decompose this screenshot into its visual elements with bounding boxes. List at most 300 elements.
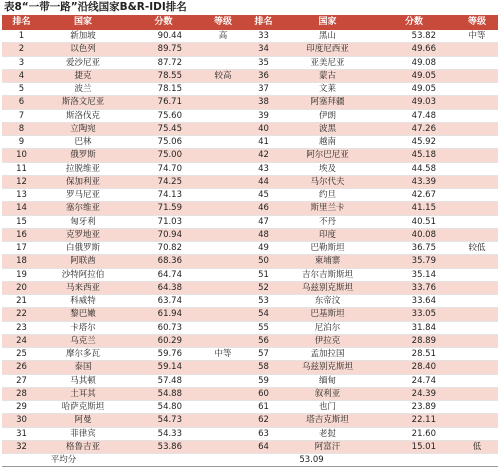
left-score-cell: 70.82 <box>125 242 202 255</box>
left-level-cell <box>202 321 244 334</box>
right-score-cell: 33.64 <box>372 295 456 308</box>
left-score-cell: 64.38 <box>125 281 202 294</box>
left-level-cell <box>202 268 244 281</box>
right-level-cell <box>456 149 498 162</box>
left-score-cell: 59.76 <box>125 348 202 361</box>
left-score-cell: 59.14 <box>125 361 202 374</box>
right-country-cell: 塔吉克斯坦 <box>283 414 372 427</box>
right-rank-cell: 58 <box>244 361 283 374</box>
table-row <box>2 295 498 308</box>
right-score-cell: 24.39 <box>372 387 456 400</box>
right-score-cell: 33.76 <box>372 281 456 294</box>
right-country-cell: 吉尔吉斯斯坦 <box>283 268 372 281</box>
right-country-cell: 阿富汗 <box>283 440 372 453</box>
table-row <box>2 427 498 440</box>
left-rank-cell: 24 <box>2 334 41 347</box>
left-level-cell <box>202 414 244 427</box>
right-country-cell: 老挝 <box>283 427 372 440</box>
left-score-cell: 75.45 <box>125 122 202 135</box>
right-score-cell: 21.60 <box>372 427 456 440</box>
left-level-cell <box>202 56 244 69</box>
right-country-cell: 阿尔巴尼亚 <box>283 149 372 162</box>
left-country-cell: 泰国 <box>41 361 125 374</box>
left-rank-cell: 18 <box>2 255 41 268</box>
right-level-cell <box>456 56 498 69</box>
right-level-cell <box>456 348 498 361</box>
average-row <box>2 454 498 467</box>
left-country-cell: 马来西亚 <box>41 281 125 294</box>
left-level-cell: 高 <box>202 30 244 43</box>
right-score-cell: 36.75 <box>372 242 456 255</box>
right-country-cell: 越南 <box>283 136 372 149</box>
header-row <box>2 15 498 30</box>
left-rank-cell: 6 <box>2 96 41 109</box>
left-rank-cell: 21 <box>2 295 41 308</box>
table-row <box>2 321 498 334</box>
right-level-cell: 较低 <box>456 242 498 255</box>
right-country-cell: 孟加拉国 <box>283 348 372 361</box>
left-rank-cell: 4 <box>2 69 41 82</box>
left-country-cell: 卡塔尔 <box>41 321 125 334</box>
table-row <box>2 401 498 414</box>
right-level-cell <box>456 83 498 96</box>
right-score-cell: 47.48 <box>372 109 456 122</box>
left-level-cell <box>202 374 244 387</box>
header-country: 国家 <box>283 15 372 30</box>
right-rank-cell: 53 <box>244 295 283 308</box>
left-level-cell <box>202 242 244 255</box>
header-rank: 排名 <box>244 15 283 30</box>
left-level-cell <box>202 295 244 308</box>
right-level-cell <box>456 96 498 109</box>
left-rank-cell: 13 <box>2 189 41 202</box>
left-score-cell: 74.13 <box>125 189 202 202</box>
table-row <box>2 56 498 69</box>
left-score-cell: 74.70 <box>125 162 202 175</box>
right-level-cell <box>456 175 498 188</box>
right-rank-cell: 51 <box>244 268 283 281</box>
right-level-cell <box>456 321 498 334</box>
right-country-cell: 马尔代夫 <box>283 175 372 188</box>
right-rank-cell: 62 <box>244 414 283 427</box>
left-level-cell: 较高 <box>202 69 244 82</box>
right-level-cell <box>456 136 498 149</box>
left-country-cell: 摩尔多瓦 <box>41 348 125 361</box>
left-level-cell <box>202 202 244 215</box>
right-level-cell <box>456 255 498 268</box>
table-row <box>2 242 498 255</box>
header-rank: 排名 <box>2 15 41 30</box>
table-row <box>2 268 498 281</box>
left-level-cell <box>202 228 244 241</box>
left-rank-cell: 26 <box>2 361 41 374</box>
right-country-cell: 阿塞拜疆 <box>283 96 372 109</box>
table-row <box>2 136 498 149</box>
right-rank-cell: 61 <box>244 401 283 414</box>
right-rank-cell: 55 <box>244 321 283 334</box>
right-score-cell: 40.51 <box>372 215 456 228</box>
right-score-cell: 35.79 <box>372 255 456 268</box>
right-country-cell: 柬埔寨 <box>283 255 372 268</box>
right-level-cell <box>456 295 498 308</box>
table-row <box>2 374 498 387</box>
right-level-cell: 中等 <box>456 30 498 43</box>
right-level-cell <box>456 189 498 202</box>
right-level-cell <box>456 268 498 281</box>
left-country-cell: 斯洛文尼亚 <box>41 96 125 109</box>
left-country-cell: 捷克 <box>41 69 125 82</box>
right-score-cell: 28.89 <box>372 334 456 347</box>
left-country-cell: 以色列 <box>41 43 125 56</box>
left-score-cell: 63.74 <box>125 295 202 308</box>
right-score-cell: 45.92 <box>372 136 456 149</box>
right-score-cell: 31.84 <box>372 321 456 334</box>
right-score-cell: 41.15 <box>372 202 456 215</box>
left-level-cell <box>202 122 244 135</box>
table-row <box>2 414 498 427</box>
right-level-cell <box>456 387 498 400</box>
right-country-cell: 蒙古 <box>283 69 372 82</box>
right-level-cell <box>456 281 498 294</box>
right-rank-cell: 47 <box>244 215 283 228</box>
left-country-cell: 新加坡 <box>41 30 125 43</box>
header-country: 国家 <box>41 15 125 30</box>
table-row <box>2 96 498 109</box>
right-country-cell: 斯里兰卡 <box>283 202 372 215</box>
left-level-cell <box>202 440 244 453</box>
right-score-cell: 49.05 <box>372 69 456 82</box>
right-score-cell: 22.11 <box>372 414 456 427</box>
right-score-cell: 24.74 <box>372 374 456 387</box>
right-country-cell: 伊朗 <box>283 109 372 122</box>
right-level-cell <box>456 374 498 387</box>
left-score-cell: 71.59 <box>125 202 202 215</box>
left-country-cell: 科威特 <box>41 295 125 308</box>
left-level-cell <box>202 215 244 228</box>
left-rank-cell: 31 <box>2 427 41 440</box>
table-row <box>2 69 498 82</box>
left-rank-cell: 10 <box>2 149 41 162</box>
right-rank-cell: 56 <box>244 334 283 347</box>
left-rank-cell: 3 <box>2 56 41 69</box>
right-level-cell <box>456 334 498 347</box>
left-rank-cell: 5 <box>2 83 41 96</box>
right-score-cell: 44.58 <box>372 162 456 175</box>
left-country-cell: 格鲁吉亚 <box>41 440 125 453</box>
table-row <box>2 281 498 294</box>
header-score: 分数 <box>372 15 456 30</box>
right-score-cell: 49.03 <box>372 96 456 109</box>
right-score-cell: 49.08 <box>372 56 456 69</box>
left-score-cell: 70.94 <box>125 228 202 241</box>
left-country-cell: 阿联酋 <box>41 255 125 268</box>
left-level-cell <box>202 109 244 122</box>
table-row <box>2 228 498 241</box>
header-score: 分数 <box>125 15 202 30</box>
left-score-cell: 53.86 <box>125 440 202 453</box>
left-rank-cell: 23 <box>2 321 41 334</box>
right-score-cell: 43.39 <box>372 175 456 188</box>
right-score-cell: 42.67 <box>372 189 456 202</box>
ranking-table <box>2 15 498 467</box>
right-score-cell: 33.05 <box>372 308 456 321</box>
right-country-cell: 亚美尼亚 <box>283 56 372 69</box>
right-score-cell: 53.82 <box>372 30 456 43</box>
left-rank-cell: 27 <box>2 374 41 387</box>
right-rank-cell: 60 <box>244 387 283 400</box>
left-country-cell: 沙特阿拉伯 <box>41 268 125 281</box>
left-country-cell: 波兰 <box>41 83 125 96</box>
right-rank-cell: 36 <box>244 69 283 82</box>
right-score-cell: 45.18 <box>372 149 456 162</box>
right-score-cell: 15.01 <box>372 440 456 453</box>
right-country-cell: 不丹 <box>283 215 372 228</box>
left-level-cell <box>202 175 244 188</box>
left-level-cell <box>202 96 244 109</box>
left-country-cell: 菲律宾 <box>41 427 125 440</box>
right-rank-cell: 43 <box>244 162 283 175</box>
right-rank-cell: 54 <box>244 308 283 321</box>
left-level-cell <box>202 189 244 202</box>
right-country-cell: 缅甸 <box>283 374 372 387</box>
table-row <box>2 175 498 188</box>
left-level-cell <box>202 401 244 414</box>
right-country-cell: 尼泊尔 <box>283 321 372 334</box>
right-level-cell <box>456 414 498 427</box>
right-country-cell: 也门 <box>283 401 372 414</box>
left-level-cell <box>202 427 244 440</box>
table-row <box>2 361 498 374</box>
left-level-cell <box>202 136 244 149</box>
table-row <box>2 440 498 453</box>
table-title: 表8“一带一路”沿线国家B&R-IDI排名 <box>4 1 187 13</box>
right-rank-cell: 46 <box>244 202 283 215</box>
average-label: 平均分 <box>2 454 125 467</box>
right-country-cell: 乌兹别克斯坦 <box>283 281 372 294</box>
left-rank-cell: 14 <box>2 202 41 215</box>
left-country-cell: 匈牙利 <box>41 215 125 228</box>
left-rank-cell: 19 <box>2 268 41 281</box>
left-score-cell: 75.00 <box>125 149 202 162</box>
right-rank-cell: 42 <box>244 149 283 162</box>
left-country-cell: 爱沙尼亚 <box>41 56 125 69</box>
left-score-cell: 78.55 <box>125 69 202 82</box>
right-country-cell: 东帝汶 <box>283 295 372 308</box>
right-level-cell <box>456 69 498 82</box>
average-value: 53.09 <box>125 454 498 467</box>
right-rank-cell: 64 <box>244 440 283 453</box>
left-rank-cell: 20 <box>2 281 41 294</box>
left-country-cell: 马其顿 <box>41 374 125 387</box>
right-rank-cell: 52 <box>244 281 283 294</box>
left-score-cell: 54.88 <box>125 387 202 400</box>
left-score-cell: 54.33 <box>125 427 202 440</box>
right-country-cell: 巴勒斯坦 <box>283 242 372 255</box>
left-rank-cell: 1 <box>2 30 41 43</box>
left-rank-cell: 25 <box>2 348 41 361</box>
left-rank-cell: 17 <box>2 242 41 255</box>
left-level-cell <box>202 387 244 400</box>
right-level-cell <box>456 122 498 135</box>
left-country-cell: 斯洛伐克 <box>41 109 125 122</box>
right-level-cell <box>456 228 498 241</box>
right-score-cell: 49.05 <box>372 83 456 96</box>
right-rank-cell: 39 <box>244 109 283 122</box>
left-score-cell: 75.60 <box>125 109 202 122</box>
left-level-cell: 中等 <box>202 348 244 361</box>
left-level-cell <box>202 361 244 374</box>
left-rank-cell: 12 <box>2 175 41 188</box>
right-level-cell <box>456 308 498 321</box>
right-score-cell: 49.66 <box>372 43 456 56</box>
right-rank-cell: 63 <box>244 427 283 440</box>
right-country-cell: 波黑 <box>283 122 372 135</box>
left-score-cell: 61.94 <box>125 308 202 321</box>
left-rank-cell: 7 <box>2 109 41 122</box>
right-rank-cell: 38 <box>244 96 283 109</box>
left-rank-cell: 9 <box>2 136 41 149</box>
left-level-cell <box>202 43 244 56</box>
left-country-cell: 塞尔维亚 <box>41 202 125 215</box>
left-country-cell: 立陶宛 <box>41 122 125 135</box>
left-country-cell: 拉脱维亚 <box>41 162 125 175</box>
left-score-cell: 60.73 <box>125 321 202 334</box>
right-country-cell: 印度 <box>283 228 372 241</box>
right-level-cell <box>456 202 498 215</box>
left-country-cell: 阿曼 <box>41 414 125 427</box>
table-row <box>2 109 498 122</box>
table-row <box>2 189 498 202</box>
left-rank-cell: 29 <box>2 401 41 414</box>
left-score-cell: 89.75 <box>125 43 202 56</box>
left-score-cell: 90.44 <box>125 30 202 43</box>
right-rank-cell: 49 <box>244 242 283 255</box>
left-country-cell: 保加利亚 <box>41 175 125 188</box>
right-score-cell: 40.08 <box>372 228 456 241</box>
left-score-cell: 54.73 <box>125 414 202 427</box>
left-score-cell: 68.36 <box>125 255 202 268</box>
left-rank-cell: 15 <box>2 215 41 228</box>
table-row <box>2 255 498 268</box>
right-level-cell <box>456 109 498 122</box>
left-score-cell: 64.74 <box>125 268 202 281</box>
left-level-cell <box>202 255 244 268</box>
table-row <box>2 387 498 400</box>
table-row <box>2 149 498 162</box>
left-country-cell: 黎巴嫩 <box>41 308 125 321</box>
table-row <box>2 215 498 228</box>
left-rank-cell: 16 <box>2 228 41 241</box>
left-rank-cell: 11 <box>2 162 41 175</box>
right-score-cell: 23.89 <box>372 401 456 414</box>
left-country-cell: 巴林 <box>41 136 125 149</box>
right-country-cell: 巴基斯坦 <box>283 308 372 321</box>
left-country-cell: 俄罗斯 <box>41 149 125 162</box>
left-level-cell <box>202 334 244 347</box>
right-rank-cell: 35 <box>244 56 283 69</box>
right-rank-cell: 57 <box>244 348 283 361</box>
left-country-cell: 白俄罗斯 <box>41 242 125 255</box>
right-rank-cell: 45 <box>244 189 283 202</box>
right-rank-cell: 41 <box>244 136 283 149</box>
right-country-cell: 乌兹别克斯坦 <box>283 361 372 374</box>
right-country-cell: 伊拉克 <box>283 334 372 347</box>
left-country-cell: 克罗地亚 <box>41 228 125 241</box>
left-score-cell: 76.71 <box>125 96 202 109</box>
right-rank-cell: 34 <box>244 43 283 56</box>
right-score-cell: 35.14 <box>372 268 456 281</box>
right-level-cell <box>456 361 498 374</box>
right-score-cell: 28.40 <box>372 361 456 374</box>
left-level-cell <box>202 149 244 162</box>
left-rank-cell: 8 <box>2 122 41 135</box>
right-rank-cell: 37 <box>244 83 283 96</box>
left-rank-cell: 22 <box>2 308 41 321</box>
right-rank-cell: 40 <box>244 122 283 135</box>
left-rank-cell: 2 <box>2 43 41 56</box>
right-country-cell: 黑山 <box>283 30 372 43</box>
left-rank-cell: 28 <box>2 387 41 400</box>
right-level-cell: 低 <box>456 440 498 453</box>
table-row <box>2 334 498 347</box>
left-rank-cell: 32 <box>2 440 41 453</box>
table-row <box>2 83 498 96</box>
right-score-cell: 28.51 <box>372 348 456 361</box>
left-country-cell: 罗马尼亚 <box>41 189 125 202</box>
table-row <box>2 122 498 135</box>
left-score-cell: 87.72 <box>125 56 202 69</box>
left-score-cell: 75.06 <box>125 136 202 149</box>
left-level-cell <box>202 162 244 175</box>
right-rank-cell: 50 <box>244 255 283 268</box>
left-country-cell: 哈萨克斯坦 <box>41 401 125 414</box>
right-level-cell <box>456 43 498 56</box>
right-level-cell <box>456 215 498 228</box>
header-level: 等级 <box>202 15 244 30</box>
header-level: 等级 <box>456 15 498 30</box>
right-country-cell: 文莱 <box>283 83 372 96</box>
left-score-cell: 74.25 <box>125 175 202 188</box>
right-level-cell <box>456 401 498 414</box>
left-score-cell: 54.80 <box>125 401 202 414</box>
left-score-cell: 57.48 <box>125 374 202 387</box>
table-row <box>2 43 498 56</box>
right-level-cell <box>456 427 498 440</box>
right-country-cell: 印度尼西亚 <box>283 43 372 56</box>
right-country-cell: 埃及 <box>283 162 372 175</box>
left-score-cell: 71.03 <box>125 215 202 228</box>
right-level-cell <box>456 162 498 175</box>
right-rank-cell: 48 <box>244 228 283 241</box>
table-row <box>2 348 498 361</box>
right-rank-cell: 59 <box>244 374 283 387</box>
right-country-cell: 叙利亚 <box>283 387 372 400</box>
right-rank-cell: 33 <box>244 30 283 43</box>
left-rank-cell: 30 <box>2 414 41 427</box>
left-score-cell: 78.15 <box>125 83 202 96</box>
left-country-cell: 乌克兰 <box>41 334 125 347</box>
left-level-cell <box>202 281 244 294</box>
table-row <box>2 30 498 43</box>
table-row <box>2 308 498 321</box>
left-country-cell: 土耳其 <box>41 387 125 400</box>
table-row <box>2 202 498 215</box>
right-rank-cell: 44 <box>244 175 283 188</box>
right-score-cell: 47.26 <box>372 122 456 135</box>
table-row <box>2 162 498 175</box>
right-country-cell: 约旦 <box>283 189 372 202</box>
left-level-cell <box>202 308 244 321</box>
